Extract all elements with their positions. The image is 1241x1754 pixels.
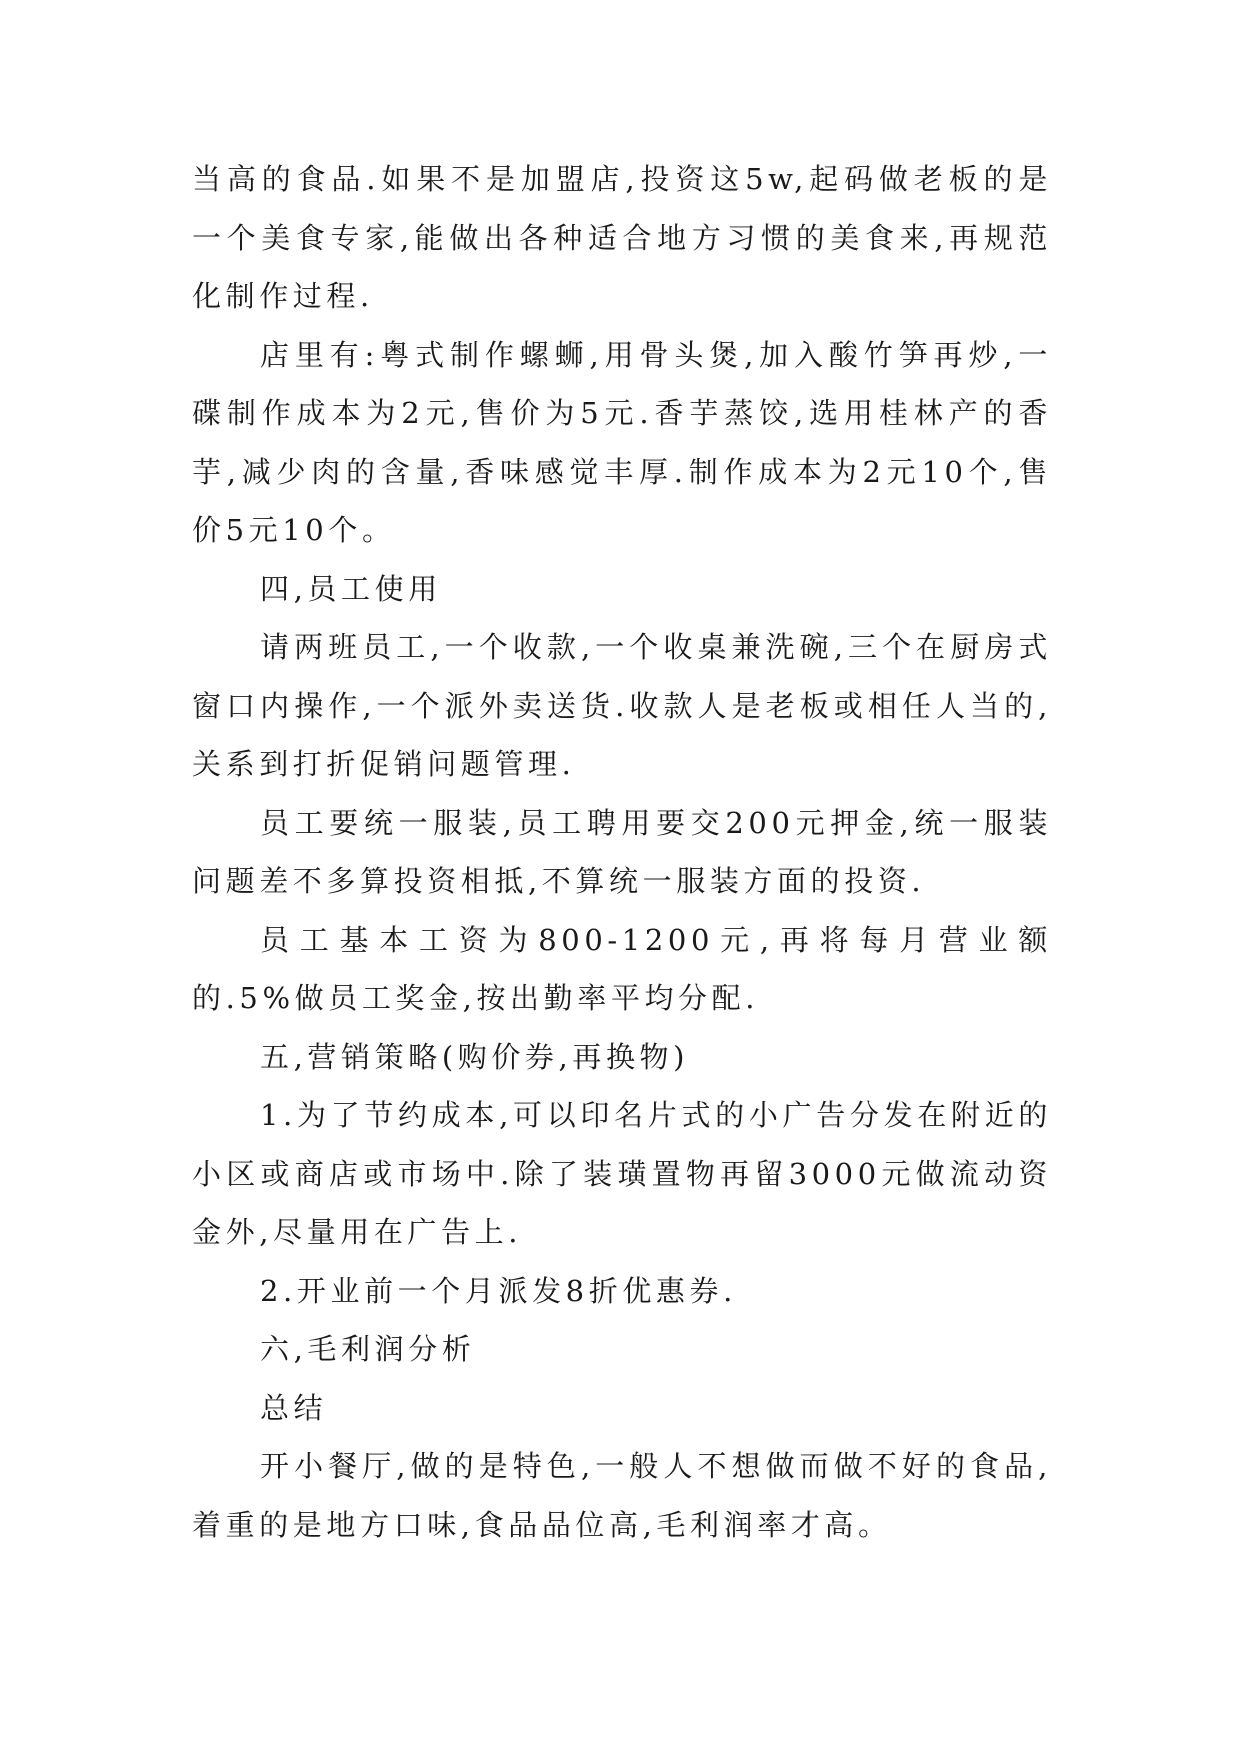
paragraph-staff-uniform: 员工要统一服装,员工聘用要交200元押金,统一服装问题差不多算投资相抵,不算统一服装方面的投资. (192, 805, 1052, 898)
paragraph-menu-items: 店里有:粤式制作螺蛳,用骨头煲,加入酸竹笋再炒,一碟制作成本为2元,售价为5元.香芋蒸饺,选用桂林产的香芋,减少肉的含量,香味感觉丰厚.制作成本为2元10个,售价5元10个。 (192, 337, 1052, 547)
paragraph-marketing-item-2: 2.开业前一个月派发8折优惠券. (260, 1273, 737, 1308)
section-heading-summary: 总结 (260, 1390, 328, 1425)
section-heading-profit: 六,毛利润分析 (260, 1332, 476, 1366)
section-heading-staff: 四,员工使用 (260, 571, 442, 606)
section-heading-marketing: 五,营销策略(购价券,再换物) (260, 1039, 690, 1074)
document-page (192, 150, 1052, 1554)
paragraph-continuation: 当高的食品.如果不是加盟店,投资这5w,起码做老板的是一个美食专家,能做出各种适合地方习惯的美食来,再规范化制作过程. (192, 162, 1052, 313)
paragraph-marketing-item-1: 1.为了节约成本,可以印名片式的小广告分发在附近的小区或商店或市场中.除了装璜置物再留3000元做流动资金外,尽量用在广告上. (192, 1098, 1052, 1249)
paragraph-summary: 开小餐厅,做的是特色,一般人不想做而做不好的食品,着重的是地方口味,食品品位高,毛利润率才高。 (192, 1449, 1052, 1542)
paragraph-staff-roles: 请两班员工,一个收款,一个收桌兼洗碗,三个在厨房式窗口内操作,一个派外卖送货.收款人是老板或相任人当的,关系到打折促销问题管理. (192, 630, 1052, 781)
paragraph-staff-wages: 员工基本工资为800-1200元,再将每月营业额的.5%做员工奖金,按出勤率平均分配. (192, 922, 1052, 1015)
